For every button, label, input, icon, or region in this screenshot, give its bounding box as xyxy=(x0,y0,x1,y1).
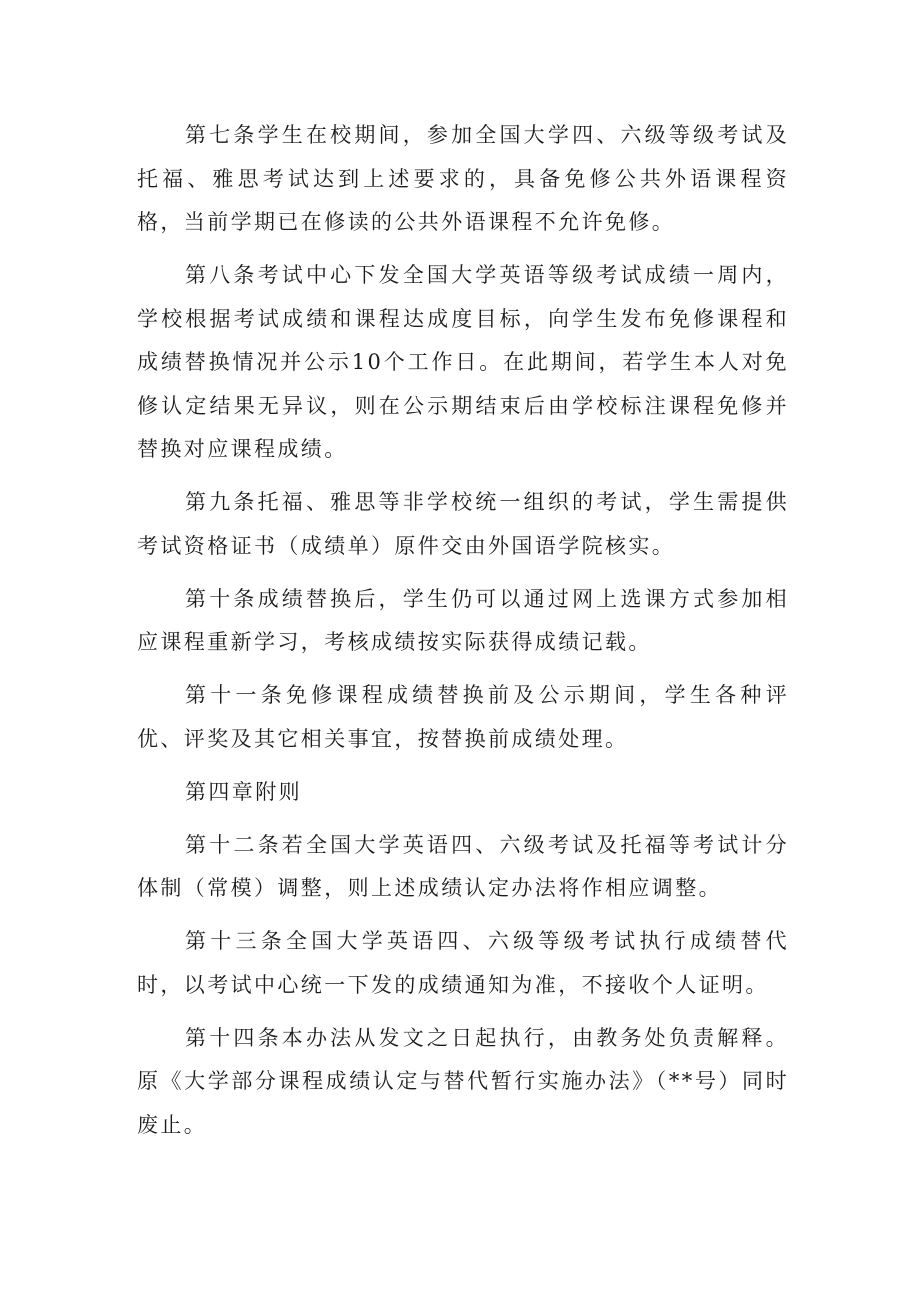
article-11-paragraph: 第十一条免修课程成绩替换前及公示期间，学生各种评优、评奖及其它相关事宜，按替换前成绩处理。 xyxy=(137,683,789,751)
article-7-paragraph: 第七条学生在校期间，参加全国大学四、六级等级考试及托福、雅思考试达到上述要求的，具备免修公共外语课程资格，当前学期已在修读的公共外语课程不允许免修。 xyxy=(137,123,789,234)
article-9-paragraph: 第九条托福、雅思等非学校统一组织的考试，学生需提供考试资格证书（成绩单）原件交由外国语学院核实。 xyxy=(137,490,789,558)
article-10-paragraph: 第十条成绩替换后，学生仍可以通过网上选课方式参加相应课程重新学习，考核成绩按实际获得成绩记载。 xyxy=(137,586,789,654)
article-14-paragraph: 第十四条本办法从发文之日起执行，由教务处负责解释。原《大学部分课程成绩认定与替代暂行实施办法》（**号）同时废止。 xyxy=(137,1025,789,1137)
chapter-4-heading: 第四章附则 xyxy=(185,779,302,804)
document-body xyxy=(137,114,789,1157)
article-12-paragraph: 第十二条若全国大学英语四、六级考试及托福等考试计分体制（常模）调整，则上述成绩认定办法将作相应调整。 xyxy=(137,832,789,900)
article-8-paragraph: 第八条考试中心下发全国大学英语等级考试成绩一周内，学校根据考试成绩和课程达成度目标，向学生发布免修课程和成绩替换情况并公示10个工作日。在此期间，若学生本人对免修认定结果无异议，则在公示期结束后由学校标注课程免修并替换对应课程成绩。 xyxy=(137,263,789,461)
article-13-paragraph: 第十三条全国大学英语四、六级等级考试执行成绩替代时，以考试中心统一下发的成绩通知为准，不接收个人证明。 xyxy=(137,929,789,997)
